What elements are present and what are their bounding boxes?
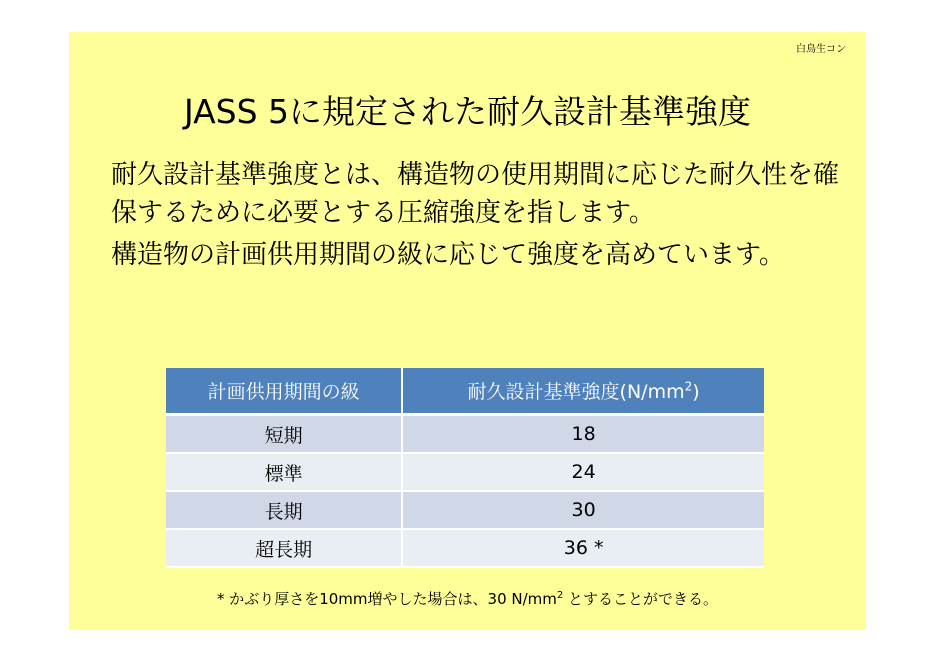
table-row (166, 491, 764, 529)
strength-table (166, 368, 764, 568)
strength-cell: 18 (402, 415, 764, 454)
column-header-strength (402, 368, 764, 415)
paragraph-text: 耐久設計基準強度とは、構造物の使用期間に応じた耐久性を確保するために必要とする圧縮強度を指します。 (111, 160, 840, 228)
strength-cell: 24 (402, 453, 764, 491)
strength-cell: 36 * (402, 529, 764, 567)
strength-cell: 30 (402, 491, 764, 529)
header-superscript: 2 (684, 379, 693, 394)
period-class-cell: 短期 (166, 415, 402, 454)
footnote-text-end: とすることができる。 (563, 590, 719, 608)
slide (69, 32, 866, 630)
footnote-text: * かぶり厚さを10mm増やした場合は、30 N/mm (216, 590, 557, 608)
table-row (166, 415, 764, 454)
body-paragraph-2 (111, 236, 841, 274)
period-class-cell: 標準 (166, 453, 402, 491)
body-paragraph-1 (111, 156, 841, 232)
column-header-period-class: 計画供用期間の級 (166, 368, 402, 415)
table-header-row (166, 368, 764, 415)
footnote-superscript: 2 (556, 590, 564, 601)
paragraph-text: 構造物の計画供用期間の級に応じて強度を高めています。 (111, 240, 785, 270)
header-close-paren: ) (692, 381, 700, 403)
table-footnote (69, 588, 866, 609)
slide-title: JASS 5に規定された耐久設計基準強度 (183, 92, 752, 131)
period-class-cell: 超長期 (166, 529, 402, 567)
company-label: 白鳥生コン (796, 44, 846, 55)
table-row (166, 453, 764, 491)
period-class-cell: 長期 (166, 491, 402, 529)
header-text: 耐久設計基準強度(N/mm (467, 381, 685, 403)
table-row (166, 529, 764, 567)
